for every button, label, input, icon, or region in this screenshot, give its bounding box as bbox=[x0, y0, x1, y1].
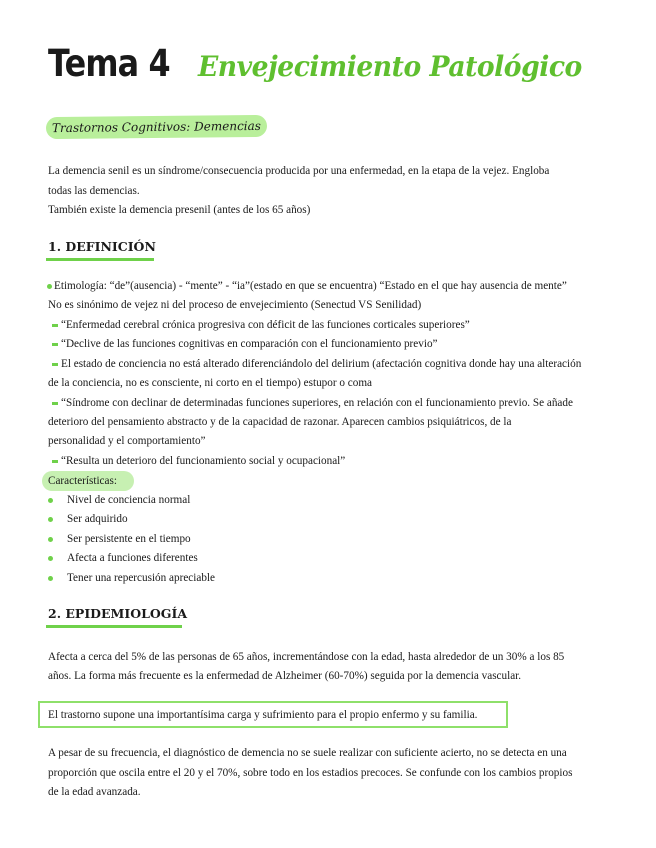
bullet-dot-icon bbox=[48, 576, 53, 581]
title-main: Tema 4 bbox=[48, 42, 170, 85]
highlight-box-text: El trastorno supone una importantísima carga y sufrimiento para el propio enfermo y su familia. bbox=[48, 709, 478, 721]
epidemiology-line-2: años. La forma más frecuente es la enfermedad de Alzheimer (60-70%) seguida por la demencia vascular. bbox=[48, 670, 522, 682]
section-2-heading: 2. EPIDEMIOLOGÍA bbox=[48, 606, 188, 621]
definition-point-2: “Declive de las funciones cognitivas en comparación con el funcionamiento previo” bbox=[52, 337, 438, 351]
bullet-dot-icon bbox=[47, 284, 52, 289]
characteristic-item: Tener una repercusión apreciable bbox=[67, 572, 215, 584]
definition-point-5: “Resulta un deterioro del funcionamiento social y ocupacional” bbox=[52, 454, 345, 468]
page-title bbox=[48, 42, 602, 88]
section-2-underline bbox=[46, 625, 182, 628]
highlight-box bbox=[38, 701, 508, 728]
bullet-dot-icon bbox=[48, 556, 53, 561]
definition-point-1: “Enfermedad cerebral crónica progresiva con déficit de las funciones corticales superiores” bbox=[52, 318, 470, 332]
diagnosis-line-1: A pesar de su frecuencia, el diagnóstico de demencia no se suele realizar con suficiente acierto, no se detecta en una bbox=[48, 747, 567, 759]
title-accent: Envejecimiento Patológico bbox=[197, 50, 582, 83]
section-1-underline bbox=[46, 258, 154, 261]
definition-point-3-cont: de la conciencia, no es consciente, ni corto en el tiempo) estupor o coma bbox=[48, 377, 373, 389]
dash-icon bbox=[52, 324, 58, 327]
intro-line-3: También existe la demencia presenil (antes de los 65 años) bbox=[48, 204, 311, 216]
epidemiology-line-1: Afecta a cerca del 5% de las personas de 65 años, incrementándose con la edad, hasta alrededor de un 30% a los 85 bbox=[48, 651, 565, 663]
dash-icon bbox=[52, 460, 58, 463]
not-synonym-text: No es sinónimo de vejez ni del proceso de envejecimiento (Senectud VS Senilidad) bbox=[48, 299, 422, 311]
definition-point-4-cont-2: personalidad y el comportamiento” bbox=[48, 435, 206, 447]
definition-point-4: “Síndrome con declinar de determinadas funciones superiores, en relación con el funcionamiento previo. Se añade bbox=[52, 396, 573, 410]
etymology-text: Etimología: “de”(ausencia) - “mente” - “ia”(estado en que se encuentra) “Estado en el que hay ausencia de mente” bbox=[54, 280, 567, 292]
characteristic-item: Afecta a funciones diferentes bbox=[67, 552, 198, 564]
dash-icon bbox=[52, 402, 58, 405]
characteristic-item: Ser persistente en el tiempo bbox=[67, 533, 191, 545]
section-1-heading: 1. DEFINICIÓN bbox=[48, 239, 156, 254]
bullet-dot-icon bbox=[48, 498, 53, 503]
intro-line-2: todas las demencias. bbox=[48, 185, 140, 197]
characteristics-label: Características: bbox=[48, 475, 117, 487]
diagnosis-line-2: proporción que oscila entre el 20 y el 70%, sobre todo en los estadios precoces. Se confunde con los cambios propios bbox=[48, 767, 573, 779]
section-subtitle: Trastornos Cognitivos: Demencias bbox=[46, 115, 267, 139]
definition-point-3: El estado de conciencia no está alterado diferenciándolo del delirium (afectación cognitiva donde hay una alteración bbox=[52, 357, 581, 371]
characteristic-item: Nivel de conciencia normal bbox=[67, 494, 191, 506]
characteristic-item: Ser adquirido bbox=[67, 513, 128, 525]
dash-icon bbox=[52, 343, 58, 346]
bullet-dot-icon bbox=[48, 517, 53, 522]
definition-point-4-cont-1: deterioro del pensamiento abstracto y de la capacidad de razonar. Aparecen cambios psiquiátricos, de la bbox=[48, 416, 512, 428]
diagnosis-line-3: de la edad avanzada. bbox=[48, 786, 141, 798]
bullet-dot-icon bbox=[48, 537, 53, 542]
dash-icon bbox=[52, 363, 58, 366]
intro-line-1: La demencia senil es un síndrome/consecuencia producida por una enfermedad, en la etapa de la vejez. Engloba bbox=[48, 165, 550, 177]
